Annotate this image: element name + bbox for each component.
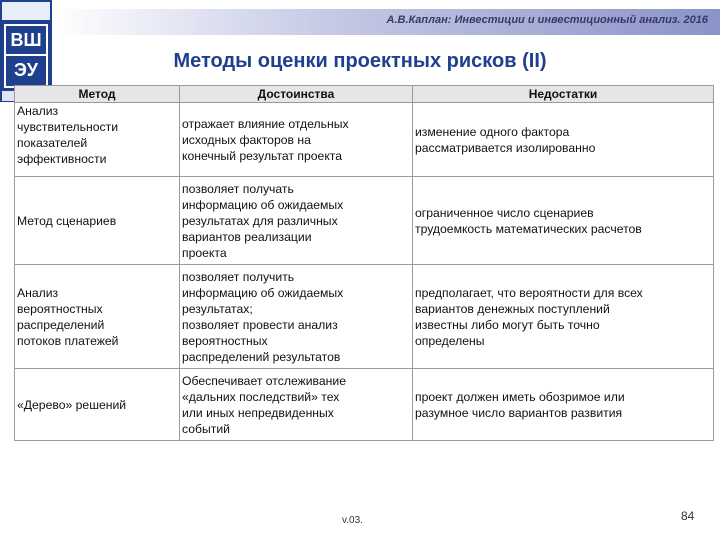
logo-letters-top: ВШ: [6, 26, 46, 56]
page-title: Методы оценки проектных рисков (II): [173, 50, 547, 72]
line: проекта: [182, 245, 227, 260]
line: трудоемкость математических расчетов: [415, 221, 642, 236]
header-method: Метод: [15, 86, 180, 103]
cell-method: [15, 369, 180, 441]
line: распределений: [17, 317, 105, 332]
cell-disadvantages: [413, 177, 714, 265]
cell-method: [15, 177, 180, 265]
line: отражает влияние отдельных: [182, 116, 349, 131]
cell-disadvantages: [413, 369, 714, 441]
header-advantages: Достоинства: [180, 86, 413, 103]
line: потоков платежей: [17, 333, 119, 348]
line: позволяет получить: [182, 269, 295, 284]
table-header-row: [15, 86, 714, 103]
table-row: [15, 265, 714, 369]
header-text: А.В.Каплан: Инвестиции и инвестиционный анализ. 2016: [386, 14, 708, 26]
logo-top-strip: [2, 2, 50, 20]
line: эффективности: [17, 152, 107, 166]
cell-disadvantages: [413, 103, 714, 177]
line: разумное число вариантов развития: [415, 405, 623, 420]
cell-advantages: [180, 103, 413, 177]
line: показателей: [17, 136, 88, 150]
line: «дальних последствий» тех: [182, 389, 340, 404]
cell-method: [15, 103, 180, 177]
cell-method: [15, 265, 180, 369]
line: Метод сценариев: [17, 213, 117, 228]
line: вариантов денежных поступлений: [415, 301, 610, 316]
line: ограниченное число сценариев: [415, 205, 594, 220]
line: чувствительности: [17, 120, 119, 134]
line: Анализ: [17, 285, 59, 300]
table-row: [15, 369, 714, 441]
line: вероятностных: [182, 333, 268, 348]
cell-advantages: [180, 177, 413, 265]
line: проект должен иметь обозримое или: [415, 389, 625, 404]
line: известны либо могут быть точно: [415, 317, 600, 332]
line: «Дерево» решений: [17, 397, 127, 412]
line: информацию об ожидаемых: [182, 197, 344, 212]
line: конечный результат проекта: [182, 148, 343, 163]
line: событий: [182, 421, 230, 436]
line: результатах для различных: [182, 213, 338, 228]
header-disadvantages: Недостатки: [413, 86, 714, 103]
line: рассматривается изолированно: [415, 140, 596, 155]
line: вероятностных: [17, 301, 103, 316]
version-label: v.03.: [342, 515, 363, 526]
line: вариантов реализации: [182, 229, 312, 244]
line: Анализ: [17, 104, 59, 118]
line: позволяет получать: [182, 181, 294, 196]
line: предполагает, что вероятности для всех: [415, 285, 643, 300]
table-row: [15, 177, 714, 265]
line: распределений результатов: [182, 349, 341, 364]
line: определены: [415, 333, 485, 348]
line: исходных факторов на: [182, 132, 311, 147]
cell-advantages: [180, 265, 413, 369]
line: результатах;: [182, 301, 253, 316]
header-bar: [52, 9, 720, 35]
cell-advantages: [180, 369, 413, 441]
line: Обеспечивает отслеживание: [182, 373, 346, 388]
line: позволяет провести анализ: [182, 317, 338, 332]
cell-disadvantages: [413, 265, 714, 369]
logo-letters-bottom: ЭУ: [13, 60, 38, 80]
table-row: [15, 103, 714, 177]
line: изменение одного фактора: [415, 124, 570, 139]
methods-table: [14, 85, 714, 441]
page-number: 84: [681, 509, 695, 523]
line: информацию об ожидаемых: [182, 285, 344, 300]
line: или иных непредвиденных: [182, 405, 334, 420]
